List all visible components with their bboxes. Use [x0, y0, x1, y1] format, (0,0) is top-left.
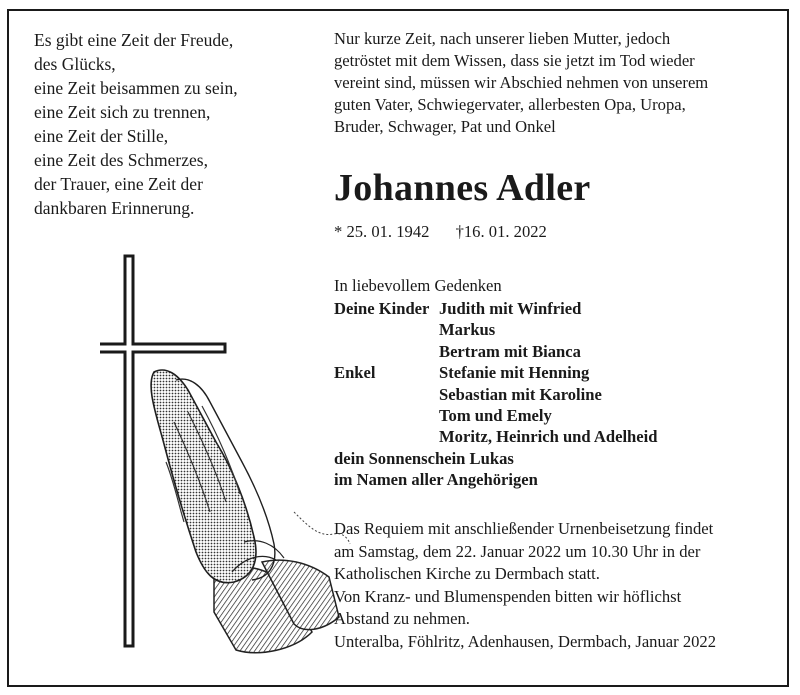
poem-line: eine Zeit der Stille,: [34, 126, 169, 146]
intro-line: vereint sind, müssen wir Abschied nehmen von unserem: [334, 73, 709, 92]
mourner-group-label: Deine Kinder: [334, 299, 430, 318]
mourner-name: Judith mit Winfried: [439, 299, 582, 318]
praying-hands-icon: [144, 362, 354, 662]
service-line: Das Requiem mit anschließender Urnenbeisetzung findet: [334, 519, 714, 538]
service-details: [334, 518, 716, 654]
service-line: am Samstag, dem 22. Januar 2022 um 10.30 Uhr in der: [334, 541, 701, 561]
life-dates: [334, 222, 547, 242]
mourner-name: Stefanie mit Henning: [439, 363, 590, 383]
intro-line: guten Vater, Schwiegervater, allerbesten Opa, Uropa,: [334, 95, 686, 114]
mourner-group-label: Enkel: [334, 363, 376, 383]
deceased-name: Johannes Adler: [334, 167, 591, 209]
service-line: Abstand zu nehmen.: [334, 609, 470, 629]
mourner-name: Sebastian mit Karoline: [439, 384, 602, 404]
death-date: †16. 01. 2022: [455, 222, 547, 241]
mourner-name: Bertram mit Bianca: [439, 341, 581, 361]
closing-mourner-line: im Namen aller Angehörigen: [334, 470, 538, 490]
mourner-name: Tom und Emely: [439, 405, 552, 425]
intro-line: Bruder, Schwager, Pat und Onkel: [334, 117, 556, 136]
memory-line: In liebevollem Gedenken: [334, 276, 502, 295]
service-line: Von Kranz- und Blumenspenden bitten wir höflichst: [334, 586, 682, 606]
poem-line: Es gibt eine Zeit der Freude,: [34, 30, 234, 50]
birth-date: * 25. 01. 1942: [334, 222, 430, 241]
poem-line: eine Zeit sich zu trennen,: [34, 102, 211, 122]
cross-and-hands-illustration: [100, 248, 360, 648]
poem-line: des Glücks,: [34, 54, 116, 74]
closing-mourner-line: dein Sonnenschein Lukas: [334, 448, 514, 468]
poem-line: eine Zeit beisammen zu sein,: [34, 78, 238, 98]
poem-line: eine Zeit des Schmerzes,: [34, 150, 208, 170]
service-line: Unteralba, Föhlritz, Adenhausen, Dermbach, Januar 2022: [334, 631, 717, 651]
mourner-name: Markus: [439, 320, 496, 340]
service-line: Katholischen Kirche zu Dermbach statt.: [334, 564, 600, 584]
poem: [34, 28, 238, 220]
mourner-name: Moritz, Heinrich und Adelheid: [439, 427, 658, 447]
intro-line: Nur kurze Zeit, nach unserer lieben Mutter, jedoch: [334, 29, 671, 48]
intro-line: getröstet mit dem Wissen, dass sie jetzt im Tod wieder: [334, 51, 695, 70]
introduction-text: [334, 28, 774, 138]
poem-line: der Trauer, eine Zeit der: [34, 174, 203, 194]
poem-line: dankbaren Erinnerung.: [34, 198, 195, 218]
